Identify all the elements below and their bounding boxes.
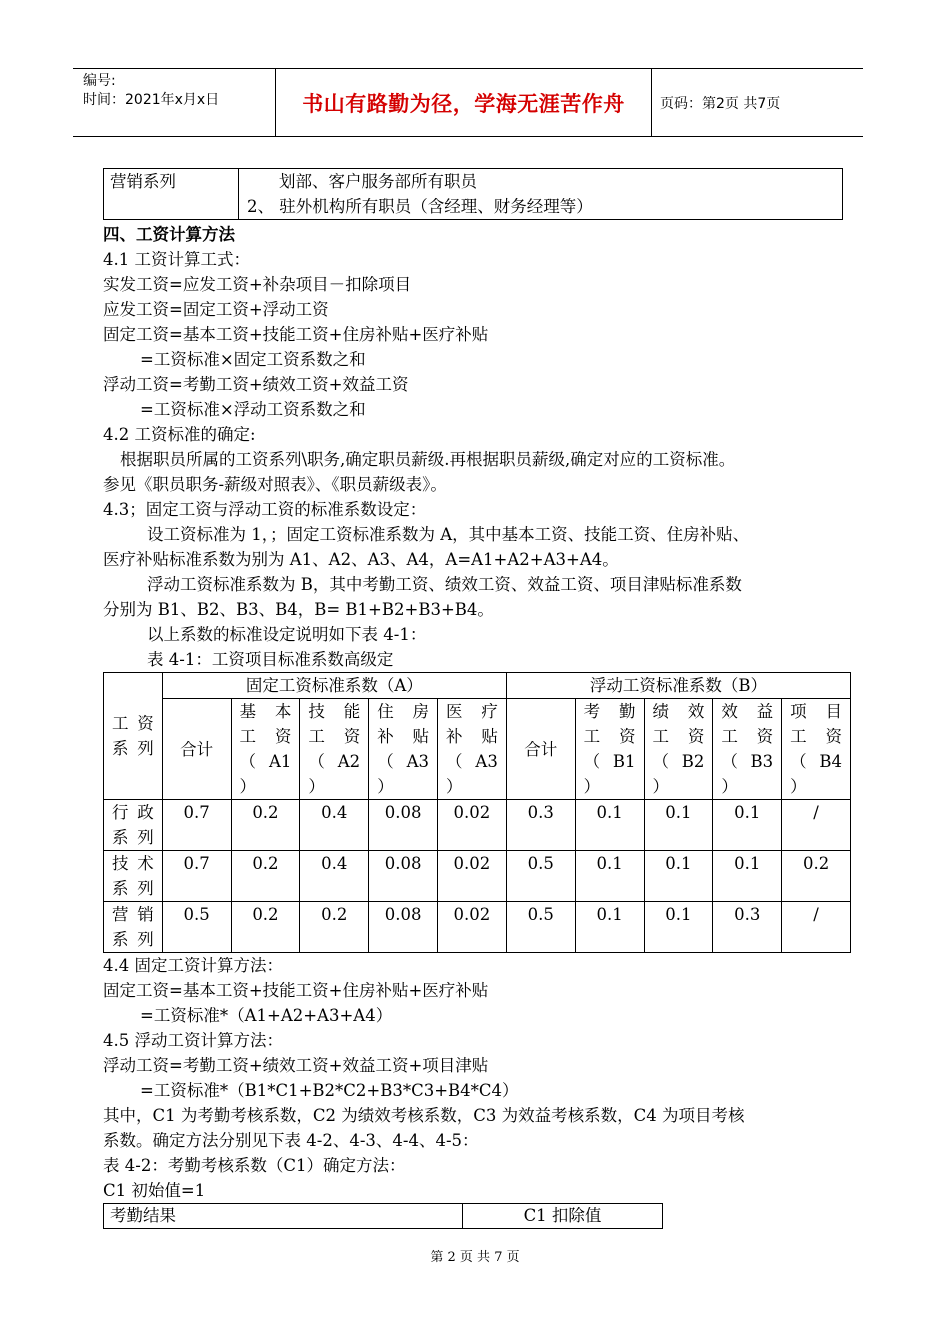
coef-series-name: 系列: [112, 879, 154, 898]
text-line: 实发工资=应发工资+补杂项目－扣除项目: [103, 275, 412, 294]
coef-sub-header-cell: [644, 699, 713, 800]
coef-sub-header-cell: [438, 699, 507, 800]
coef-value-cell: 0.3: [506, 800, 575, 851]
coef-value-cell: 0.02: [438, 800, 507, 851]
attendance-col2: C1 扣除值: [463, 1204, 663, 1229]
motto-text: 书山有路勤为径，学海无涯苦作舟: [302, 91, 625, 116]
text-line: C1 初始值=1: [103, 1181, 206, 1200]
coef-sub-header-line: 效益: [721, 702, 774, 721]
coef-sub-header-line: 项目: [790, 702, 842, 721]
coef-series-cell: [104, 851, 163, 902]
coef-sub-header-text: 合计: [180, 739, 214, 759]
coef-sub-header-cell: [231, 699, 300, 800]
coef-value-cell: 0.3: [713, 902, 782, 953]
coef-sub-header-row: [104, 699, 851, 800]
coef-sub-header-code: （A3: [446, 752, 498, 771]
scope-members-line2: 2、 驻外机构所有职员（含经理、财务经理等）: [247, 197, 593, 216]
coef-sub-header-code: （A1: [239, 752, 292, 771]
date-label: 时间：2021年x月x日: [83, 92, 220, 108]
coef-sub-header-line: 工资: [790, 727, 842, 746]
header-motto-cell: [276, 69, 652, 136]
page-header: [73, 68, 863, 137]
text-line: 浮动工资=考勤工资+绩效工资+效益工资: [103, 375, 409, 394]
text-line: 应发工资=固定工资+浮动工资: [103, 300, 329, 319]
page-label: 页码：第2页 共7页: [660, 95, 781, 112]
coef-value-cell: 0.7: [162, 800, 231, 851]
text-line: 4.4 固定工资计算方法：: [103, 956, 283, 975]
coef-sub-header-close: ）: [652, 777, 669, 796]
coef-value-cell: 0.2: [231, 800, 300, 851]
coef-sub-header-close: ）: [446, 777, 463, 796]
section-heading: 四、工资计算方法: [103, 225, 235, 244]
coef-series-name: 营销: [112, 905, 154, 924]
coef-sub-header-text: 合计: [524, 739, 558, 759]
attendance-table: [103, 1203, 663, 1229]
coef-value-cell: /: [782, 800, 851, 851]
coefficient-table: [103, 672, 851, 953]
scope-members-line1: 划部、客户服务部所有职员: [279, 172, 477, 191]
page-footer: 第 2 页 共 7 页: [430, 1250, 520, 1265]
coef-value-cell: 0.4: [300, 851, 369, 902]
scope-table: [103, 168, 843, 220]
attendance-col1: 考勤结果: [104, 1204, 463, 1229]
coef-value-cell: 0.7: [162, 851, 231, 902]
coef-value-cell: 0.1: [575, 851, 644, 902]
text-line: 浮动工资=考勤工资+绩效工资+效益工资+项目津贴: [103, 1056, 489, 1075]
coef-value-cell: 0.1: [644, 851, 713, 902]
coef-sub-header-cell: [506, 699, 575, 800]
coef-sub-header-close: ）: [790, 777, 807, 796]
text-line: 参见《职员职务-薪级对照表》、《职员薪级表》。: [103, 475, 447, 494]
coef-value-cell: 0.1: [713, 800, 782, 851]
text-line: 浮动工资标准系数为 B，其中考勤工资、绩效工资、效益工资、项目津贴标准系数: [147, 575, 742, 594]
coef-value-cell: 0.02: [438, 851, 507, 902]
text-line: 4.5 浮动工资计算方法：: [103, 1031, 283, 1050]
text-line: =工资标准×浮动工资系数之和: [140, 400, 366, 419]
text-line: =工资标准×固定工资系数之和: [140, 350, 366, 369]
coef-sub-header-cell: [575, 699, 644, 800]
coef-sub-header-line: 住房: [377, 702, 430, 721]
serial-label: 编号:: [83, 73, 116, 89]
table-caption: 表 4-1：工资项目标准系数高级定: [147, 650, 394, 669]
header-page-cell: [652, 69, 863, 136]
coef-value-cell: 0.1: [713, 851, 782, 902]
header-meta-cell: [73, 69, 276, 136]
scope-series-cell: [104, 169, 239, 220]
coef-value-cell: 0.1: [575, 902, 644, 953]
coef-sub-header-line: 工资: [239, 727, 292, 746]
text-line: 其中，C1 为考勤考核系数，C2 为绩效考核系数，C3 为效益考核系数，C4 为项目考核: [103, 1106, 745, 1125]
coef-sub-header-line: 考勤: [583, 702, 636, 721]
text-line: 根据职员所属的工资系列\职务,确定职员薪级.再根据职员薪级,确定对应的工资标准。: [120, 450, 736, 469]
coef-value-cell: 0.1: [644, 902, 713, 953]
coef-sub-header-line: 补贴: [377, 727, 430, 746]
coef-value-cell: 0.08: [369, 902, 438, 953]
coef-sub-header-line: 工资: [583, 727, 636, 746]
coef-value-cell: 0.2: [300, 902, 369, 953]
coef-sub-header-line: 基本: [239, 702, 292, 721]
text-line: 表 4-2：考勤考核系数（C1）确定方法：: [103, 1156, 406, 1175]
coef-sub-header-cell: [300, 699, 369, 800]
coef-sub-header-close: ）: [377, 777, 394, 796]
text-line: 固定工资=基本工资+技能工资+住房补贴+医疗补贴: [103, 325, 489, 344]
coef-table-body: [104, 800, 851, 953]
coef-sub-header-close: ）: [721, 777, 738, 796]
text-line: 分别为 B1、B2、B3、B4，B= B1+B2+B3+B4。: [103, 600, 494, 619]
coef-sub-header-line: 绩效: [652, 702, 705, 721]
coef-series-name: 技术: [112, 854, 154, 873]
coef-sub-header-code: （A3: [377, 752, 430, 771]
coef-value-cell: 0.2: [231, 851, 300, 902]
coef-sub-header-code: （B4: [790, 752, 842, 771]
text-line: 4.3；固定工资与浮动工资的标准系数设定：: [103, 500, 427, 519]
coef-sub-header-cell: [782, 699, 851, 800]
coef-sub-header-cell: [713, 699, 782, 800]
coef-series-name: 行政: [112, 803, 154, 822]
coef-row-header-cell: [104, 673, 163, 800]
coef-value-cell: 0.5: [162, 902, 231, 953]
coef-value-cell: 0.2: [782, 851, 851, 902]
coef-value-cell: 0.02: [438, 902, 507, 953]
coef-sub-header-cell: [369, 699, 438, 800]
text-line: 4.2 工资标准的确定:: [103, 425, 256, 444]
coef-row-header-l2: 系列: [112, 739, 154, 758]
text-line: 系数。确定方法分别见下表 4-2、4-3、4-4、4-5：: [103, 1131, 479, 1150]
scope-members-cell: [239, 169, 843, 220]
text-line: 固定工资=基本工资+技能工资+住房补贴+医疗补贴: [103, 981, 489, 1000]
coef-series-cell: [104, 902, 163, 953]
coef-value-cell: 0.08: [369, 800, 438, 851]
coef-value-cell: 0.5: [506, 902, 575, 953]
coef-value-cell: 0.1: [575, 800, 644, 851]
coef-group-header-row: [104, 673, 851, 699]
coef-row-header-l1: 工资: [112, 714, 154, 733]
coef-sub-header-line: 技能: [308, 702, 361, 721]
coef-group-float: 浮动工资标准系数（B）: [506, 673, 850, 699]
coef-table-row: [104, 851, 851, 902]
text-line: 医疗补贴标准系数为别为 A1、A2、A3、A4，A=A1+A2+A3+A4。: [103, 550, 619, 569]
coef-value-cell: 0.5: [506, 851, 575, 902]
text-line: 4.1 工资计算工式：: [103, 250, 250, 269]
coef-value-cell: 0.2: [231, 902, 300, 953]
coef-sub-header-code: （B1: [583, 752, 636, 771]
text-line: 以上系数的标准设定说明如下表 4-1：: [147, 625, 427, 644]
coef-value-cell: 0.08: [369, 851, 438, 902]
coef-table-row: [104, 902, 851, 953]
coef-group-fixed: 固定工资标准系数（A）: [162, 673, 506, 699]
coef-sub-header-line: 工资: [652, 727, 705, 746]
coef-value-cell: 0.4: [300, 800, 369, 851]
coef-series-cell: [104, 800, 163, 851]
coef-sub-header-close: ）: [308, 777, 325, 796]
coef-sub-header-code: （B2: [652, 752, 705, 771]
coef-sub-header-line: 工资: [308, 727, 361, 746]
document-body: [103, 168, 853, 1229]
text-line: =工资标准*（B1*C1+B2*C2+B3*C3+B4*C4）: [140, 1081, 519, 1100]
text-line: 设工资标准为 1，；固定工资标准系数为 A，其中基本工资、技能工资、住房补贴、: [147, 525, 750, 544]
coef-value-cell: 0.1: [644, 800, 713, 851]
coef-sub-header-line: 工资: [721, 727, 774, 746]
coef-sub-header-close: ）: [239, 777, 257, 796]
coef-value-cell: /: [782, 902, 851, 953]
coef-sub-header-close: ）: [583, 777, 601, 796]
coef-series-name: 系列: [112, 930, 154, 949]
coef-series-name: 系列: [112, 828, 154, 847]
coef-sub-header-code: （B3: [721, 752, 774, 771]
coef-sub-header-code: （A2: [308, 752, 361, 771]
coef-sub-header-line: 补贴: [446, 727, 498, 746]
coef-sub-header-line: 医疗: [446, 702, 498, 721]
scope-series-text: 营销系列: [110, 172, 176, 191]
coef-sub-header-cell: [162, 699, 231, 800]
coef-table-row: [104, 800, 851, 851]
text-line: =工资标准*（A1+A2+A3+A4）: [140, 1006, 393, 1025]
